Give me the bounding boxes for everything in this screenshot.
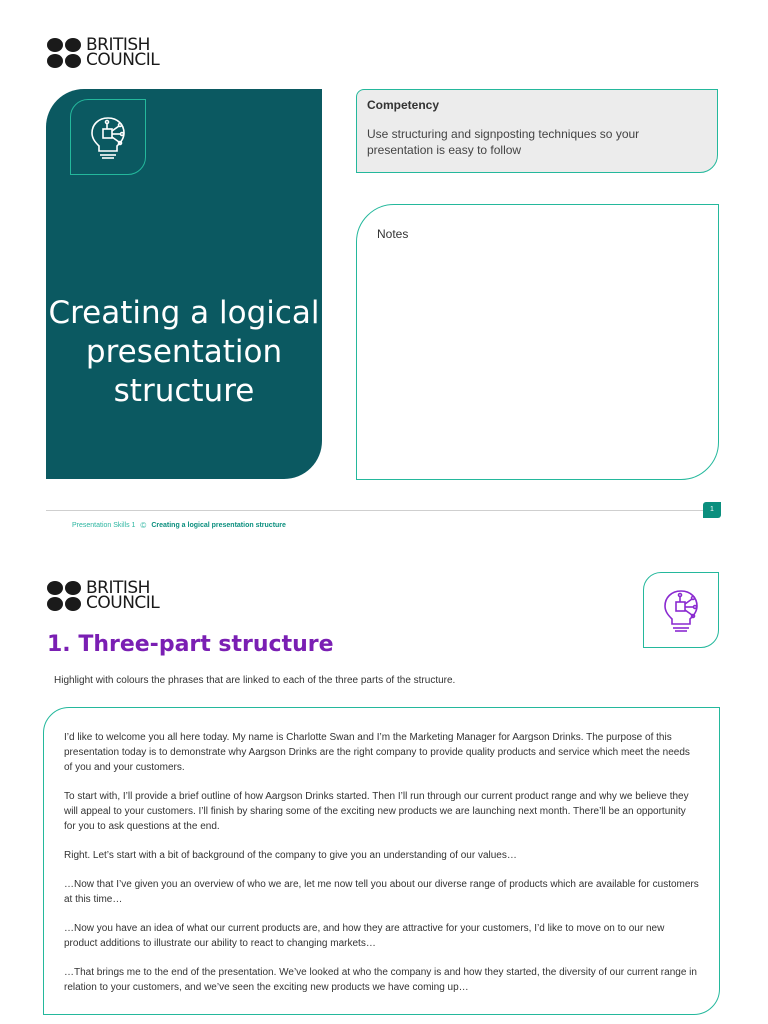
lightbulb-circuit-icon bbox=[70, 99, 146, 175]
logo-line-2: COUNCIL bbox=[86, 593, 160, 613]
notes-label: Notes bbox=[377, 227, 409, 241]
section-title: 1. Three-part structure bbox=[47, 632, 334, 657]
notes-box[interactable] bbox=[356, 204, 719, 480]
british-council-logo bbox=[47, 35, 160, 70]
footer-breadcrumb bbox=[72, 521, 286, 530]
transcript-paragraph[interactable]: I’d like to welcome you all here today. My name is Charlotte Swan and I’m the Marketing Manager for Aargson Drinks. The purpose of this presentation today is to demonstrate why Aargson Drinks are the right company to provide quality products and service which meet the needs of you and your customers. bbox=[64, 732, 690, 773]
british-council-logo-2 bbox=[47, 578, 160, 613]
footer-course: Presentation Skills 1 bbox=[72, 522, 136, 529]
logo-dots-icon bbox=[47, 581, 81, 611]
page-title: Creating a logical presentation structure bbox=[48, 295, 320, 409]
transcript-paragraph[interactable]: …Now you have an idea of what our current products are, and how they are attractive for your customers, I’d like to move on to our new product additions to illustrate our ability to react to changing markets… bbox=[64, 923, 665, 949]
logo-line-1: BRITISH bbox=[86, 35, 150, 55]
logo-line-1: BRITISH bbox=[86, 578, 150, 598]
transcript-paragraph[interactable]: …That brings me to the end of the presentation. We’ve looked at who the company is and how they started, the diversity of our current range in relation to your customers, and we’ve seen the exciting new products we have coming up… bbox=[64, 967, 697, 993]
transcript-paragraph[interactable]: Right. Let’s start with a bit of background of the company to give you an understanding of our values… bbox=[64, 850, 517, 861]
lightbulb-circuit-icon bbox=[643, 572, 719, 648]
footer-separator: © bbox=[140, 521, 147, 530]
transcript-paragraph[interactable]: To start with, I’ll provide a brief outline of how Aargson Drinks started. Then I’ll run through our current product range and why we believe they will appeal to your customers. I’ll finish by sharing some of the exciting new products we are launching next month. There’ll be an opportunity for you to ask questions at the end. bbox=[64, 791, 689, 832]
footer-divider bbox=[46, 510, 706, 511]
competency-text: Use structuring and signposting techniques so your presentation is easy to follow bbox=[367, 127, 640, 157]
page-number-badge: 1 bbox=[703, 502, 721, 518]
competency-label: Competency bbox=[367, 98, 440, 112]
logo-line-2: COUNCIL bbox=[86, 50, 160, 70]
transcript-paragraph[interactable]: …Now that I’ve given you an overview of who we are, let me now tell you about our diverse range of products which are available for customers at this time… bbox=[64, 879, 699, 905]
instruction-text: Highlight with colours the phrases that are linked to each of the three parts of the structure. bbox=[54, 675, 456, 686]
footer-current-topic: Creating a logical presentation structure bbox=[151, 522, 286, 529]
logo-dots-icon bbox=[47, 38, 81, 68]
title-panel bbox=[46, 89, 322, 479]
presentation-transcript-box bbox=[43, 707, 720, 1015]
competency-box bbox=[356, 89, 718, 173]
